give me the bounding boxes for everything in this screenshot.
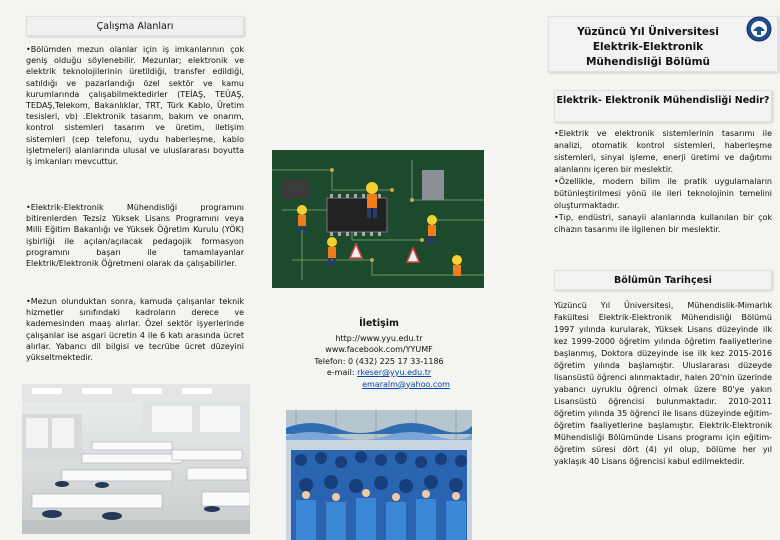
what-is-paragraph-1: • Elektrik ve elektronik sistemlerinin tasarımı ile analizi, otomatik kontrol sistemleri, haberleşme sistemleri, sinyal işleme, enerji üretimi ve dağıtımı alanlarını içeren bir meslektir. bbox=[554, 128, 772, 176]
what-is-title: Elektrik- Elektronik Mühendisliği Nedir? bbox=[556, 95, 770, 106]
circuit-board-workers-photo bbox=[272, 150, 484, 288]
website-text: http://www.yyu.edu.tr bbox=[335, 333, 423, 343]
lab-classroom-photo bbox=[22, 384, 250, 534]
contact-block bbox=[286, 318, 472, 390]
middle-column bbox=[286, 0, 472, 540]
work-areas-title: Çalışma Alanları bbox=[26, 16, 244, 36]
email-link-2[interactable]: emaralm@yahoo.com bbox=[362, 379, 450, 389]
work-areas-paragraph-2: • Elektrik-Elektronik Mühendisliği programını bitirenlerden Tezsiz Yüksek Lisans Programını veya Milli Eğitim Bakanlığı ve Yüksek Öğretim Kurulu (YÖK) işbirliği ile açılan/açılacak pedagojik formasyon programını başarı ile tamamlayanlar Elektrik/Elektronik Öğretmeni olarak da çalışabilirler. bbox=[26, 202, 244, 269]
what-is-paragraph-2: • Özellikle, modern bilim ile pratik uygulamaların bütünleştirilmesi yönü ile ileri teknolojinin temelini oluşturmaktadır. bbox=[554, 176, 772, 212]
teacher-text bbox=[26, 202, 244, 269]
email-line bbox=[286, 367, 472, 379]
phone-text: Telefon: 0 (432) 225 17 33-1186 bbox=[314, 356, 444, 366]
history-header bbox=[554, 270, 772, 290]
what-is-paragraph-3: • Tıp, endüstri, sanayii alanlarında kullanılan bir çok cihazın tasarımı ile ilgilenen bir meslektir. bbox=[554, 212, 772, 236]
right-column bbox=[548, 0, 778, 540]
what-is-header bbox=[554, 90, 772, 122]
contact-title: İletişim bbox=[359, 318, 399, 329]
facebook-text: www.facebook.com/YYUMF bbox=[325, 345, 433, 354]
work-areas-text bbox=[26, 44, 244, 167]
history-title: Bölümün Tarihçesi bbox=[614, 275, 712, 286]
left-column bbox=[18, 0, 244, 540]
work-areas-paragraph-1: • Bölümden mezun olanlar için iş imkanlarının çok geniş olduğu söylenebilir. Mezunlar; elektronik ve elektrik teknolojilerinin üretildiği, transfer edildiği, satıldığı ve pazarlandığı özel sektör ve kamu kurumlarında çalışabilmektedirler (TEİAŞ, TEÜAŞ, TEDAŞ,Telekom, Bakanlıklar, TRT, Türk Kablo, Üretim tesisleri, vb) .Elektronik tasarım, bakım ve onarım, kontrol sistemleri tasarım ve üretim, iletişim sistemleri (cep telefonu, uydu haberleşme, kablo işletmeleri) alanlarında ulusal ve uluslararası boyutta iş imkanları mevcuttur. bbox=[26, 44, 244, 167]
email-label: e-mail: bbox=[326, 368, 355, 377]
graduation-ceremony-photo bbox=[286, 410, 472, 540]
university-logo bbox=[746, 16, 772, 42]
department-header bbox=[548, 16, 778, 72]
department-title: Yüzüncü Yıl Üniversitesi Elektrik-Elektronik Mühendisliği Bölümü bbox=[577, 26, 719, 68]
history-paragraph: Yüzüncü Yıl Üniversitesi, Mühendislik-Mimarlık Fakültesi Elektrik-Elektronik Mühendisliği Bölümü 1997 yılında kurularak, Yüksek Lisans düzeyinde ilk kez 1999-2000 öğretim yılında öğretim faaliyetlerine başlanmış, Doktora düzeyinde ise ilk kez 2015-2016 öğretim yılında başlamıştır. Uluslararası düzeyde lisansüstü öğrenci alınmaktadır, halen 20'nin üzerinde yabancı uyruklu öğrenci olmak üzere 80'ye yakın Lisansüstü öğrencisi bulunmaktadır. 2010-2011 öğretim yılında 35 öğrenci ile lisans düzeyinde eğitim-öğretim faaliyetlerine başlamıştır. Elektrik-Elektronik Mühendisliği Bölümünde Lisans programı için eğitim-öğretim süresi dört (4) yıl olup, bölüme her yıl yaklaşık 40 Lisans öğrencisi kabul edilmektedir. bbox=[554, 301, 772, 466]
work-areas-paragraph-3: • Mezun olunduktan sonra, kamuda çalışanlar teknik hizmetler sınıfındaki kadroların derece ve kademesinden maaş alırlar. Özel sektör işyerlerinde çalışanlar ise asgari ücretin 4 ile 6 katı arasında ücret alırlar. Yabancı dil bilgisi ve tecrübe ücret düzeyini yükseltmektedir. bbox=[26, 296, 244, 363]
email-line-2 bbox=[286, 379, 472, 391]
what-is-text bbox=[554, 128, 772, 236]
history-text bbox=[554, 300, 772, 468]
salary-text bbox=[26, 296, 244, 363]
email-link-1[interactable]: rkeser@yyu.edu.tr bbox=[357, 368, 432, 377]
